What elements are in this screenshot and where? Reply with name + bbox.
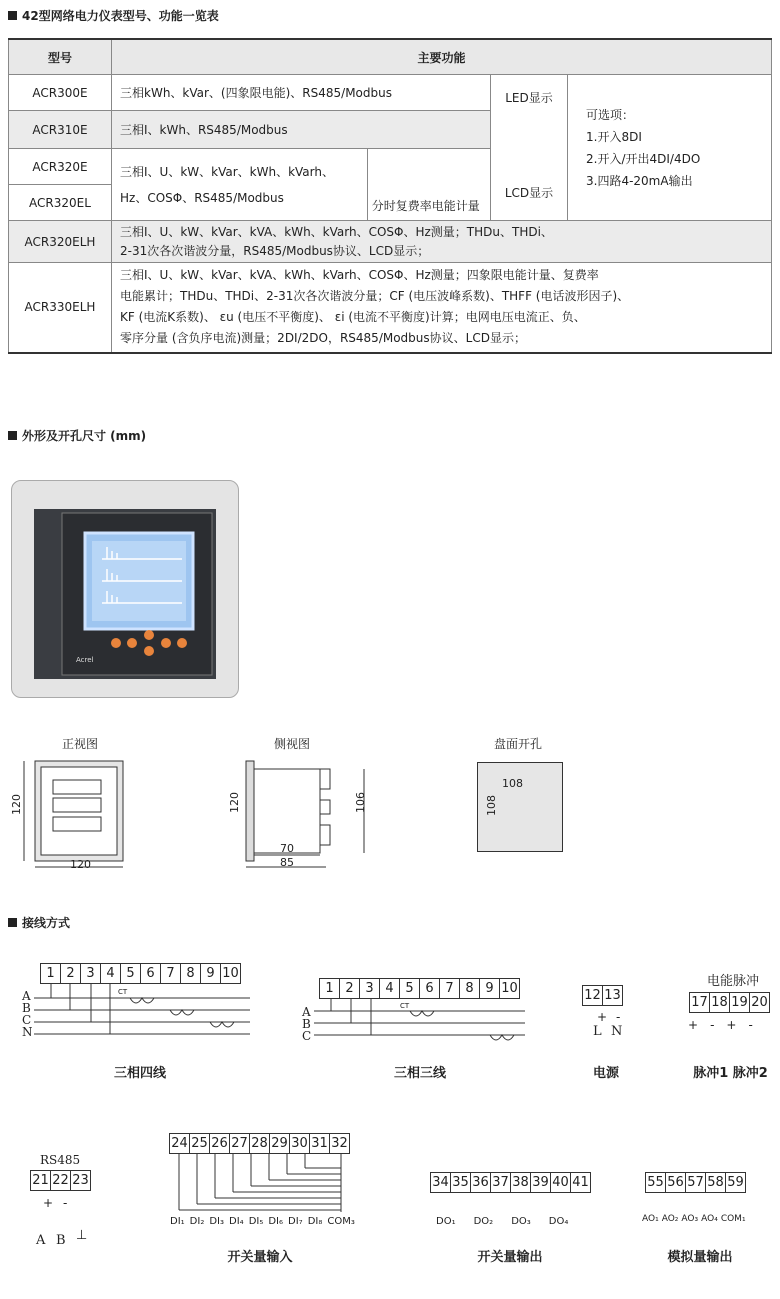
brand-label: Acrel <box>76 656 94 664</box>
do-terminals: 34 35 36 37 38 39 40 41 <box>431 1172 591 1193</box>
square-bullet-icon <box>8 918 17 927</box>
front-dim-w: 120 <box>70 858 91 871</box>
ao-terminals: 55 56 57 58 59 <box>646 1172 746 1193</box>
do-caption: 开关量输出 <box>477 1250 543 1265</box>
front-view-drawing <box>10 755 130 875</box>
table-header-row <box>9 39 772 75</box>
ao-labels: AO₁ AO₂ AO₃ AO₄ COM₁ <box>642 1214 746 1224</box>
side-dim-inner: 106 <box>354 792 367 813</box>
side-view-caption: 侧视图 <box>273 737 310 751</box>
three-wire-caption: 三相三线 <box>393 1066 446 1081</box>
cutout-drawing <box>477 762 563 852</box>
header-model: 型号 <box>9 39 112 75</box>
three-wire-terminals: 1 2 3 4 5 6 7 8 9 10 <box>320 978 520 999</box>
power-caption: 电源 <box>592 1066 619 1081</box>
four-wire-caption: 三相四线 <box>113 1066 166 1081</box>
table-row: ACR320EL <box>9 185 772 221</box>
side-dim-depth1: 70 <box>280 842 294 855</box>
section-title-models: 42型网络电力仪表型号、功能一览表 <box>8 7 219 24</box>
di-caption: 开关量输入 <box>227 1250 293 1265</box>
options-cell: 可选项： 1.开入8DI 2.开入/开出4DI/4DO 3.四路4-20mA输出 <box>568 75 772 221</box>
cutout-dim-w: 108 <box>502 777 523 790</box>
square-bullet-icon <box>8 431 17 440</box>
pulse-terminals: 17 18 19 20 <box>690 992 770 1013</box>
side-dim-depth2: 85 <box>280 856 294 869</box>
four-wire-terminals: 1 2 3 4 5 6 7 8 9 10 <box>41 963 241 984</box>
table-row: ACR300E 三相kWh、kVar、(四象限电能)、RS485/Modbus LED显示 LCD显示 可选项： 1.开入8DI 2.开入/开出4DI/4DO 3.四路4-20mA输出 <box>9 75 772 111</box>
di-terminals: 24 25 26 27 28 29 30 31 32 <box>170 1133 350 1154</box>
pulse-caption: 脉冲1 脉冲2 <box>693 1066 768 1081</box>
pulse-signs: + - + - <box>688 1018 753 1032</box>
do-labels: DO₁ DO₂ DO₃ DO₄ <box>436 1216 569 1227</box>
power-terminals: 12 13 <box>583 985 623 1006</box>
side-dim-h: 120 <box>228 792 241 813</box>
meter-photo-icon <box>12 481 238 697</box>
cutout-dim-h: 108 <box>485 795 498 816</box>
product-photo <box>11 480 239 698</box>
side-view-drawing <box>230 755 380 875</box>
table-row: ACR320E 三相I、U、kW、kVar、kWh、kVarh、 Hz、COSΦ、RS485/Modbus 分时复费率电能计量 <box>9 149 772 185</box>
header-function: 主要功能 <box>112 39 772 75</box>
model-function-table <box>8 38 772 354</box>
cutout-caption: 盘面开孔 <box>493 737 542 751</box>
rs485-terminals: 21 22 23 <box>31 1170 91 1191</box>
table-row: ACR310E 三相I、kWh、RS485/Modbus <box>9 111 772 149</box>
ao-caption: 模拟量输出 <box>667 1250 733 1265</box>
table-row: ACR330ELH 三相I、U、kW、kVar、kVA、kWh、kVarh、COSΦ、Hz测量；四象限电能计量、复费率 电能累计；THDu、THDi、2-31次各次谐波分量；CF (电压波峰系数)、THFF (电话波形因子)、 KF (电流K系数)、 εu (电压不平衡度)、 εi (电流不平衡度)计算；电网电压电流正、负、 零序分量 (含负序电流)测量；2DI/2DO，RS485/Modbus协议、LCD显示； <box>9 263 772 353</box>
four-wire-phase-labels: A B C N <box>22 989 33 1039</box>
ground-icon: ⊥ <box>76 1228 88 1243</box>
front-dim-h: 120 <box>10 794 23 815</box>
three-wire-phase-labels: A B C <box>302 1005 312 1043</box>
table-row: ACR320ELH 三相I、U、kW、kVar、kVA、kWh、kVarh、COSΦ、Hz测量；THDu、THDi、 2-31次各次谐波分量，RS485/Modbus协议、LCD显示； <box>9 221 772 263</box>
di-diagram <box>170 1154 355 1214</box>
di-labels: DI₁ DI₂ DI₃ DI₄ DI₅ DI₆ DI₇ DI₈ COM₃ <box>170 1216 355 1227</box>
rs485-title: RS485 <box>40 1153 81 1167</box>
section-title-wiring: 接线方式 <box>8 914 70 931</box>
square-bullet-icon <box>8 11 17 20</box>
section-title-dimensions: 外形及开孔尺寸 (mm) <box>8 427 146 444</box>
front-view-caption: 正视图 <box>61 737 98 751</box>
led-display-cell: LED显示 LCD显示 <box>491 75 568 221</box>
three-wire-diagram <box>300 999 530 1044</box>
tariff-cell: 分时复费率电能计量 <box>367 149 490 221</box>
four-wire-diagram <box>20 984 250 1044</box>
pulse-title: 电能脉冲 <box>706 974 759 989</box>
